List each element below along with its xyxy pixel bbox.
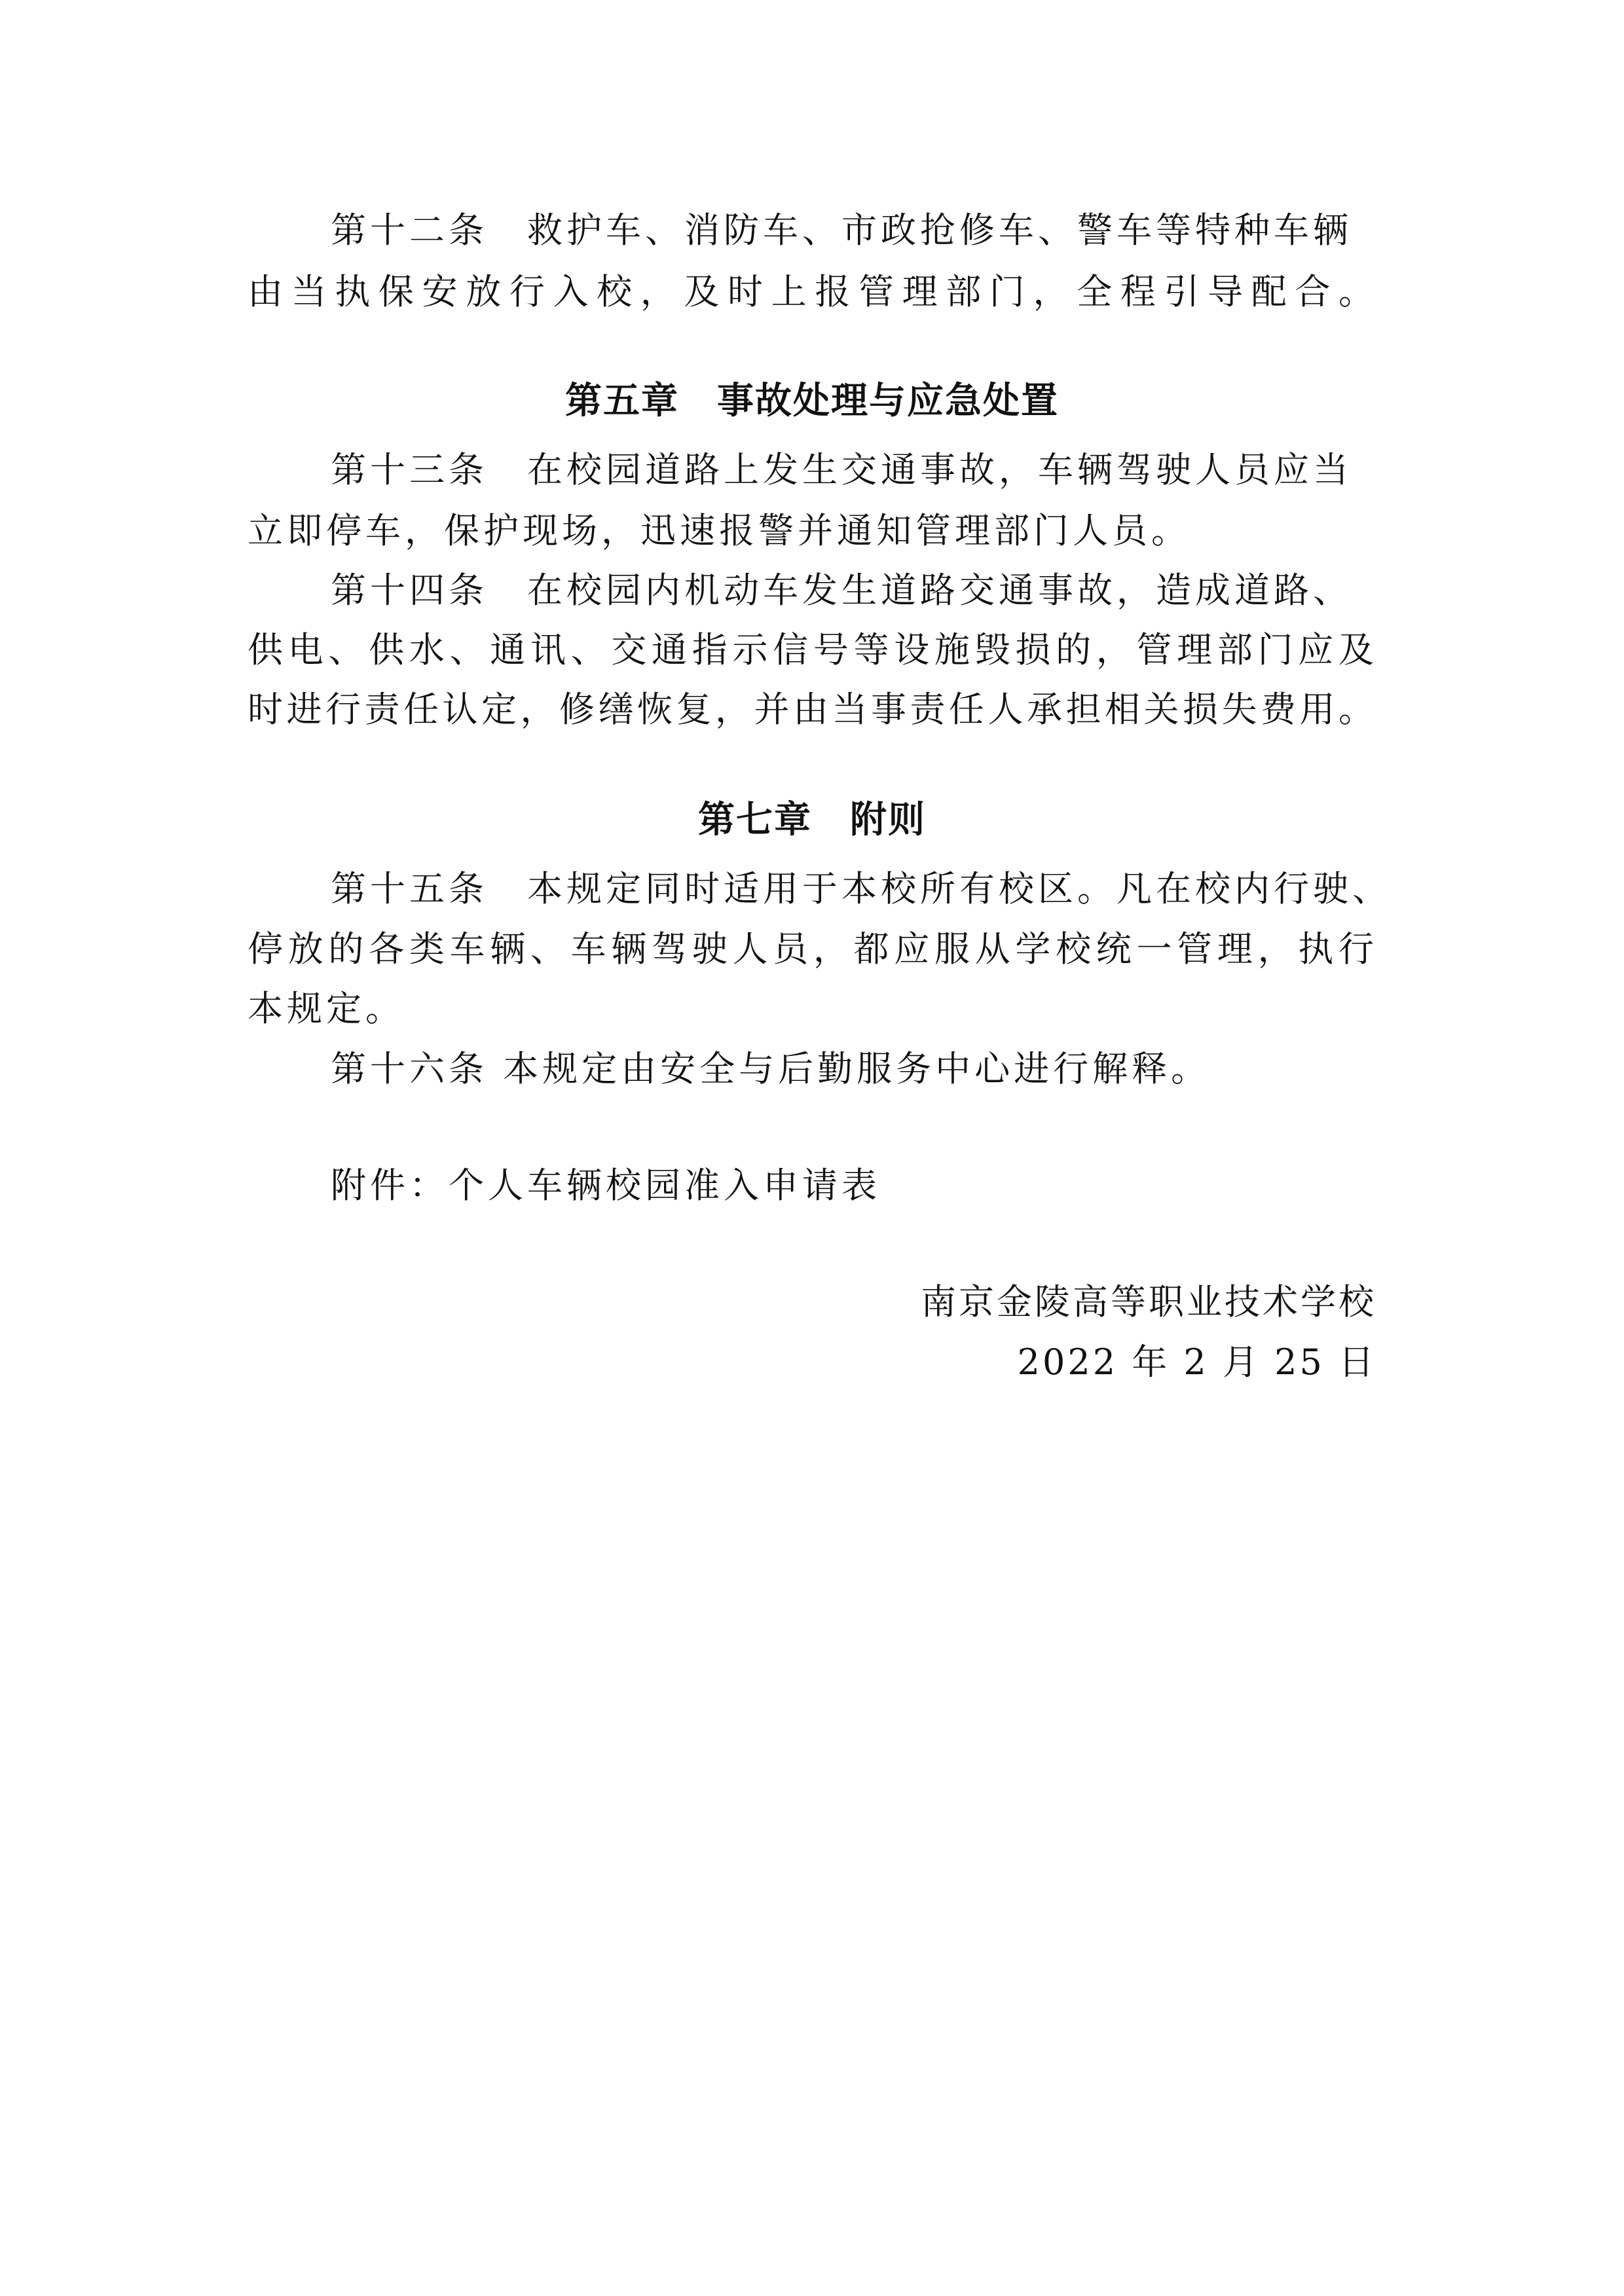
- article-12-line-2: 由当执保安放行入校，及时上报管理部门，全程引导配合。: [248, 271, 1374, 312]
- article-14-line-2: 供电、供水、通讯、交通指示信号等设施毁损的，管理部门应及: [248, 629, 1374, 670]
- attachment-note: 附件：个人车辆校园准入申请表: [331, 1165, 881, 1206]
- article-14-line-3: 时进行责任认定，修缮恢复，并由当事责任人承担相关损失费用。: [248, 689, 1374, 730]
- article-16-line-1: 第十六条 本规定由安全与后勤服务中心进行解释。: [331, 1048, 1211, 1089]
- article-15-line-1: 第十五条 本规定同时适用于本校所有校区。凡在校内行驶、: [331, 868, 1392, 909]
- issuing-organization: 南京金陵高等职业技术学校: [921, 1281, 1376, 1322]
- article-13-line-2: 立即停车，保护现场，迅速报警并通知管理部门人员。: [248, 510, 1190, 551]
- article-12-line-1: 第十二条 救护车、消防车、市政抢修车、警车等特种车辆: [331, 210, 1352, 251]
- issue-date: 2022 年 2 月 25 日: [1017, 1341, 1376, 1383]
- article-15-line-3: 本规定。: [248, 988, 405, 1029]
- chapter-5-title: 第五章 事故处理与应急处置: [565, 380, 1059, 422]
- chapter-7-title: 第七章 附则: [698, 799, 926, 841]
- article-15-line-2: 停放的各类车辆、车辆驾驶人员，都应服从学校统一管理，执行: [248, 928, 1374, 970]
- article-13-line-1: 第十三条 在校园道路上发生交通事故，车辆驾驶人员应当: [331, 449, 1352, 490]
- article-14-line-1: 第十四条 在校园内机动车发生道路交通事故，造成道路、: [331, 570, 1352, 611]
